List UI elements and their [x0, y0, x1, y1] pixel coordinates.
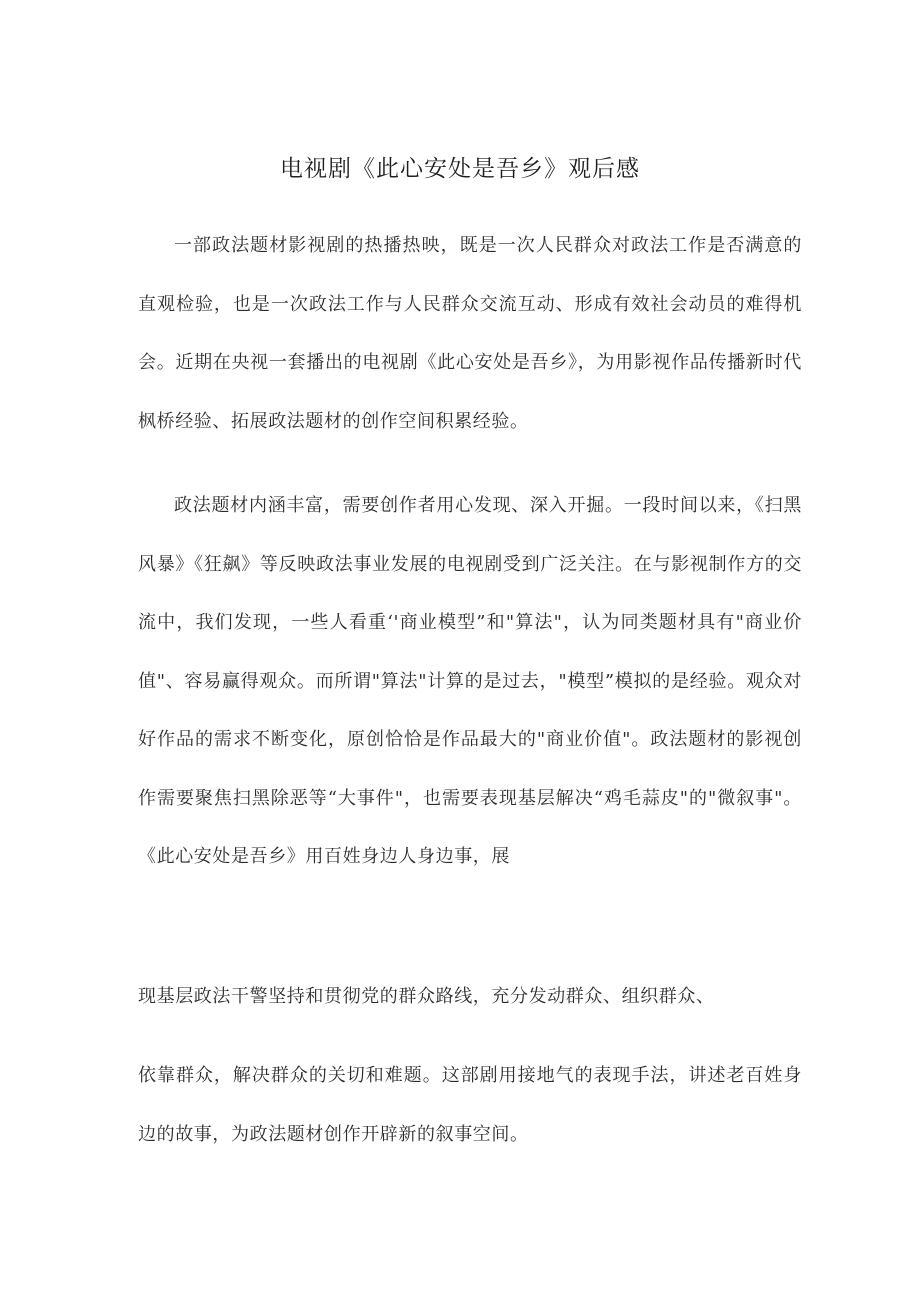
paragraph-1: 一部政法题材影视剧的热播热映，既是一次人民群众对政法工作是否满意的直观检验，也是一次政法工作与人民群众交流互动、形成有效社会动员的难得机会。近期在央视一套播出的电视剧《此心安处是吾乡》，为用影视作品传播新时代枫桥经验、拓展政法题材的创作空间积累经验。: [138, 235, 802, 432]
document-title: 电视剧《此心安处是吾乡》观后感: [280, 156, 640, 182]
paragraph-4: 依靠群众，解决群众的关切和难题。这部剧用接地气的表现手法，讲述老百姓身边的故事，为政法题材创作开辟新的叙事空间。: [138, 1065, 802, 1145]
paragraph-2: 政法题材内涵丰富，需要创作者用心发现、深入开掘。一段时间以来，《扫黑风暴》《狂飙》等反映政法事业发展的电视剧受到广泛关注。在与影视制作方的交流中，我们发现，一些人看重‘'商业模型”和"算法"，认为同类题材具有"商业价值"、容易赢得观众。而所谓"算法"计算的是过去，"模型”模拟的是经验。观众对好作品的需求不断变化，原创恰恰是作品最大的"商业价值"。政法题材的影视创作需要聚焦扫黑除恶等“大事件"，也需要表现基层解决“鸡毛蒜皮"的"微叙事"。《此心安处是吾乡》用百姓身边人身边事，展: [138, 495, 802, 867]
paragraph-3: 现基层政法干警坚持和贯彻党的群众路线，充分发动群众、组织群众、: [138, 986, 715, 1007]
